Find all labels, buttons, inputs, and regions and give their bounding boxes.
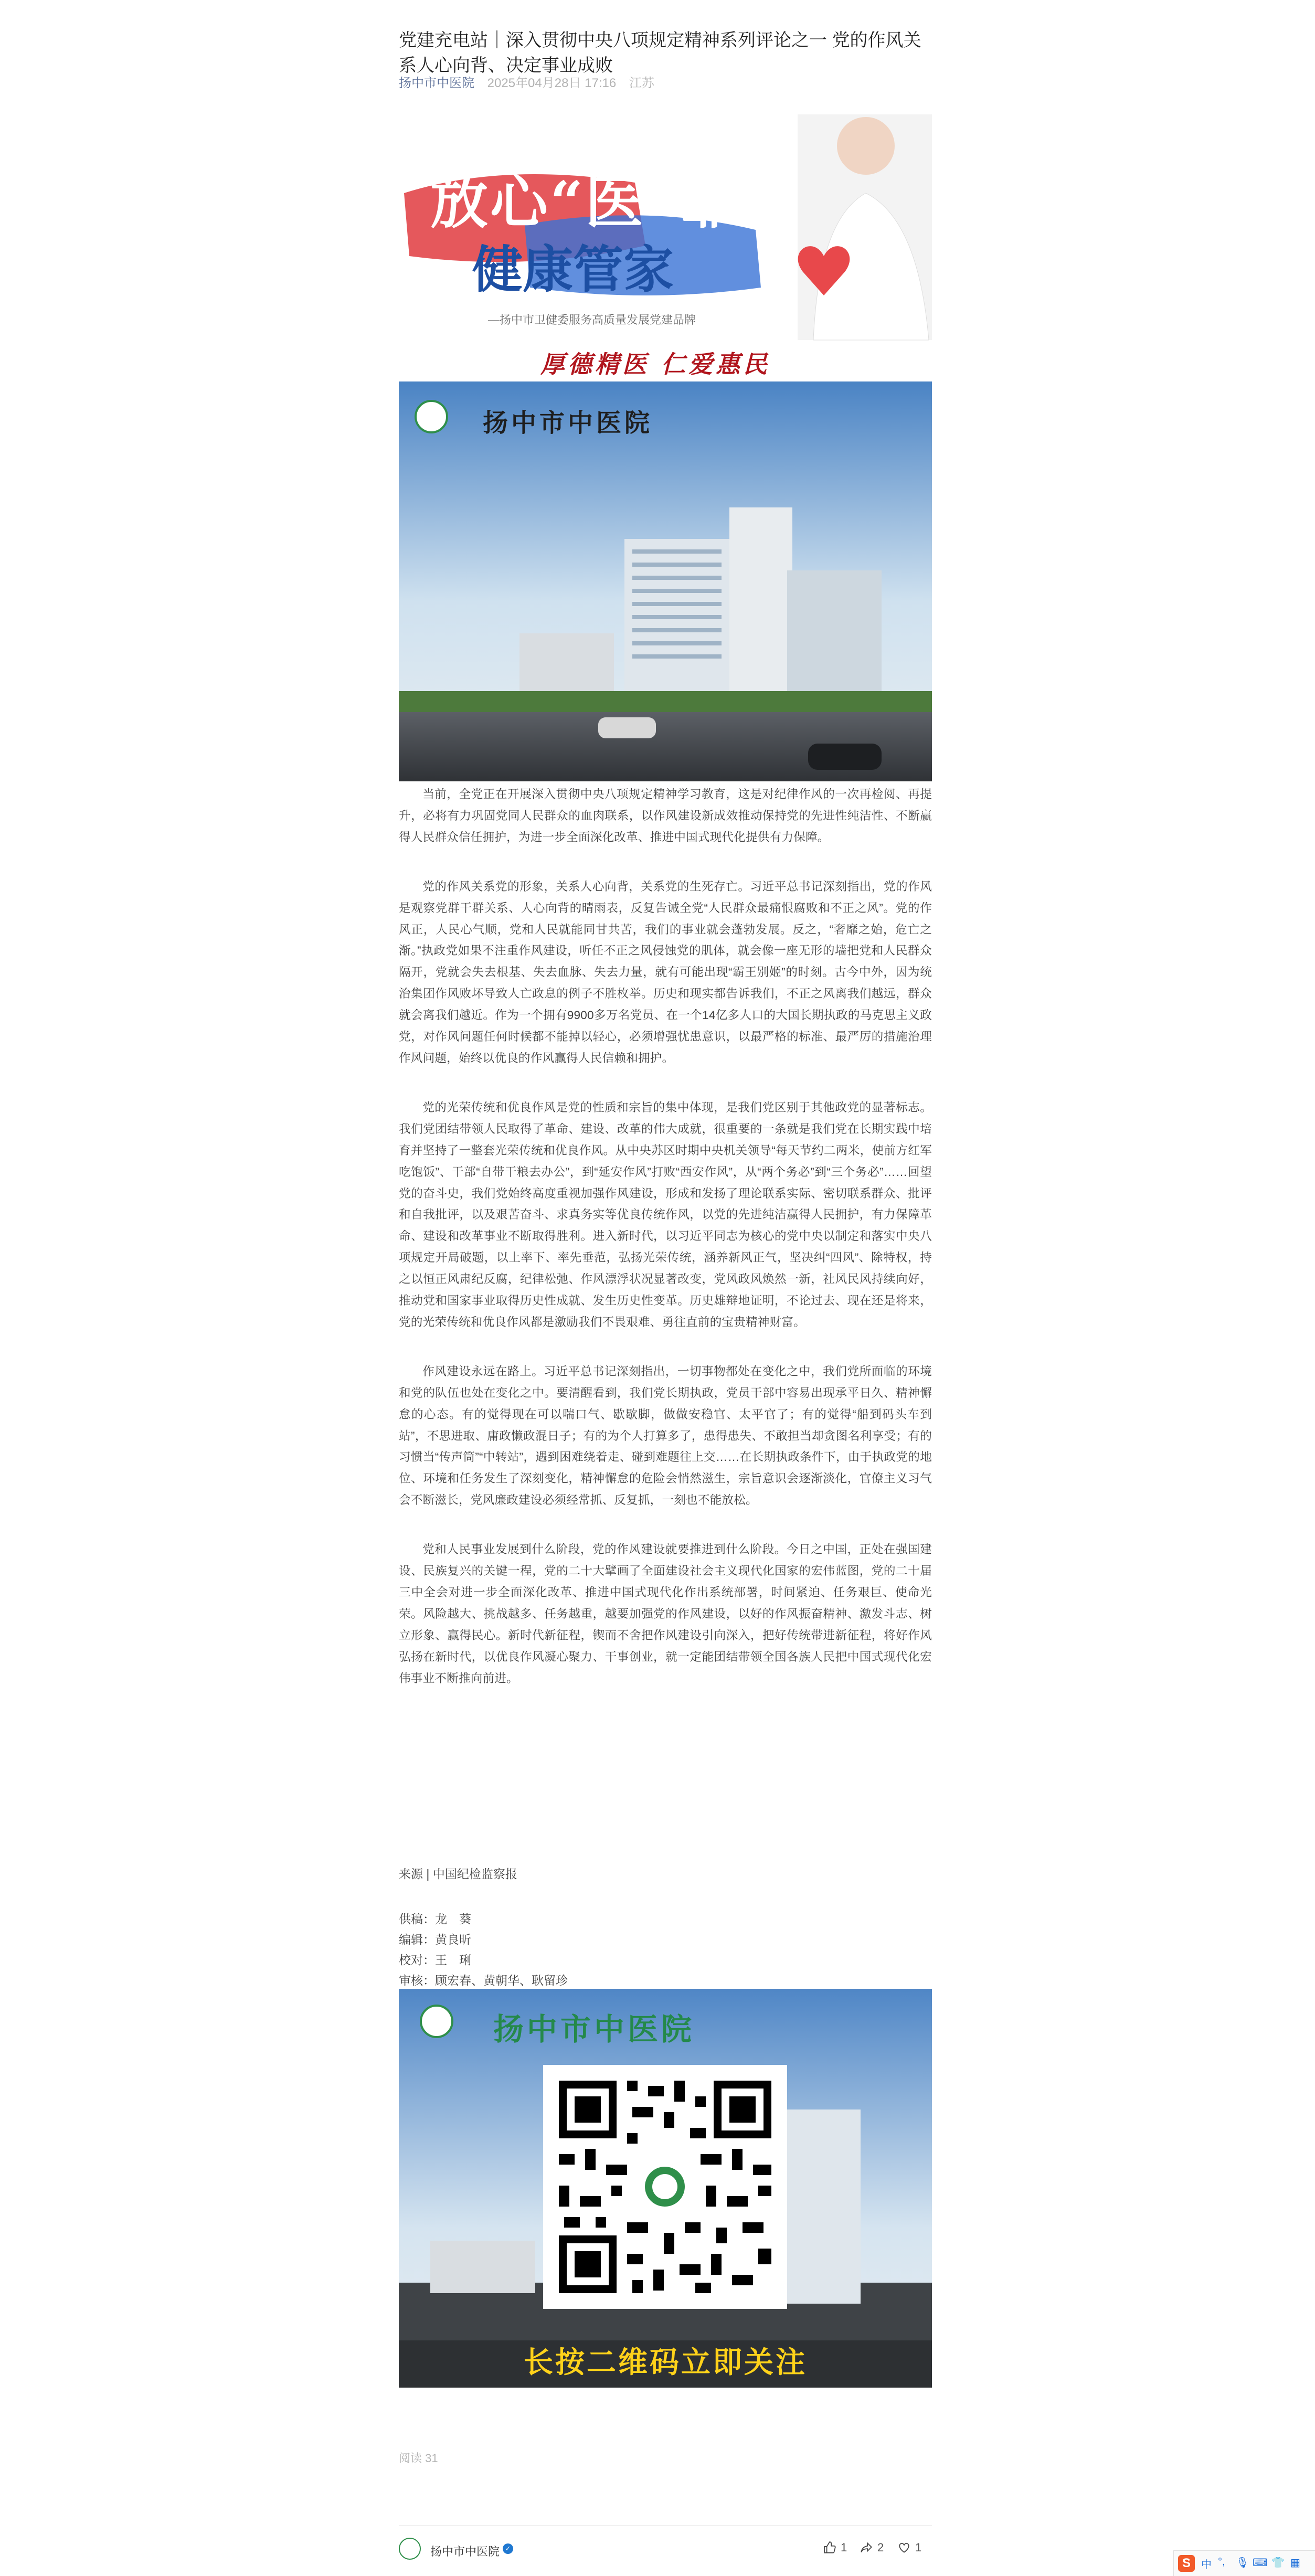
like-count: 1 xyxy=(841,2541,847,2554)
banner-line2: 健康管家 xyxy=(472,240,674,299)
paragraph: 党的作风关系党的形象，关系人心向背，关系党的生死存亡。习近平总书记深刻指出，党的作风是观察党群干群关系、人心向背的晴雨表，反复告诫全党“人民群众最痛恨腐败和不正之风”。党的作风正，人民心气顺，党和人民就能同甘共苦，我们的事业就会蓬勃发展。反之，“奢靡之始，危亡之渐。”执政党如果不注重作风建设，听任不正之风侵蚀党的肌体，就会像一座无形的墙把党和人民群众隔开，党就会失去根基、失去血脉、失去力量，就有可能出现“霸王别姬”的时刻。古今中外，因为统治集团作风败坏导致人亡政息的例子不胜枚举。历史和现实都告诉我们，不正之风离我们越远，群众就会离我们越近。作为一个拥有9900多万名党员、在一个14亿多人口的大国长期执政的马克思主义政党，对作风问题任何时候都不能掉以轻心，必须增强忧患意识，以最严格的标准、最严厉的措施治理作风问题，始终以优良的作风赢得人民信赖和拥护。 xyxy=(399,879,932,1065)
banner-motto: 厚德精医 仁爱惠民 xyxy=(540,350,771,378)
credits xyxy=(399,1909,568,1991)
article-title: 党建充电站｜深入贯彻中央八项规定精神系列评论之一 党的作风关系人心向背、决定事业成败 xyxy=(399,30,921,76)
credit-role: 审核： xyxy=(399,1974,435,1987)
banner-subtitle: —扬中市卫健委服务高质量发展党建品牌 xyxy=(488,313,696,326)
publish-time: 2025年04月28日 17:16 xyxy=(487,76,617,90)
paragraph: 当前，全党正在开展深入贯彻中央八项规定精神学习教育，这是对纪律作风的一次再检阅、再提升，必将有力巩固党同人民群众的血肉联系，以作风建设新成效推动保持党的先进性纯洁性、不断赢得人民群众信任拥护，为进一步全面深化改革、推进中国式现代化提供有力保障。 xyxy=(399,788,932,844)
credit-names: 王 琍 xyxy=(435,1953,471,1967)
skin-icon[interactable]: 👕 xyxy=(1271,2557,1285,2569)
credit-row xyxy=(399,1970,568,1991)
microphone-icon[interactable]: 🎙 xyxy=(1236,2557,1249,2569)
credit-names: 顾宏春、黄朝华、耿留珍 xyxy=(435,1974,568,1987)
heart-icon xyxy=(897,2541,911,2554)
hospital-photo xyxy=(399,381,932,781)
hospital-logo-icon xyxy=(420,2005,453,2038)
credit-role: 校对： xyxy=(399,1953,435,1967)
source-line: 来源 | 中国纪检监察报 xyxy=(399,1867,517,1881)
divider xyxy=(399,2525,932,2526)
credit-row xyxy=(399,1930,568,1950)
article-body xyxy=(399,784,932,1718)
ime-toolbar[interactable] xyxy=(1173,2550,1315,2576)
banner-image xyxy=(399,114,932,382)
credit-row xyxy=(399,1909,568,1930)
read-count: 阅读 31 xyxy=(399,2452,438,2465)
like-button[interactable] xyxy=(823,2541,847,2554)
paragraph: 作风建设永远在路上。习近平总书记深刻指出，一切事物都处在变化之中，我们党所面临的环境和党的队伍也处在变化之中。要清醒看到，我们党长期执政，党员干部中容易出现承平日久、精神懈怠的心态。有的觉得现在可以喘口气、歇歇脚，做做安稳官、太平官了；有的觉得“船到码头车到站”，不思进取、庸政懒政混日子；有的为个人打算多了，患得患失、不敢担当却贪图名利享受；有的习惯当“传声筒”“中转站”，遇到困难绕着走、碰到难题往上交……在长期执政条件下，由于执政党的地位、环境和任务发生了深刻变化，精神懈怠的危险会悄然滋生，宗旨意识会逐渐淡化，官僚主义习气会不断滋长，党风廉政建设必须经常抓、反复抓，一刻也不能放松。 xyxy=(399,1364,932,1507)
favorite-button[interactable] xyxy=(897,2541,921,2554)
thumbs-up-icon xyxy=(823,2541,836,2554)
credit-names: 龙 葵 xyxy=(435,1912,471,1926)
article-footer xyxy=(399,2538,932,2562)
ime-logo-icon[interactable]: S xyxy=(1178,2555,1195,2572)
credit-names: 黄良昕 xyxy=(435,1933,471,1946)
account-name[interactable]: 扬中市中医院 xyxy=(430,2545,500,2558)
banner-line1: 放心“医”靠 xyxy=(430,168,740,236)
grid-icon[interactable]: ▦ xyxy=(1290,2557,1300,2569)
ime-language[interactable]: 中 xyxy=(1201,2559,1212,2571)
credit-row xyxy=(399,1950,568,1970)
punctuation-icon[interactable]: °, xyxy=(1218,2556,1225,2568)
account-avatar[interactable] xyxy=(399,2538,421,2560)
share-count: 2 xyxy=(877,2541,884,2554)
paragraph: 党和人民事业发展到什么阶段，党的作风建设就要推进到什么阶段。今日之中国，正处在强国建设、民族复兴的关键一程，党的二十大擘画了全面建设社会主义现代化国家的宏伟蓝图，党的二十届三中全会对进一步全面深化改革、推进中国式现代化作出系统部署，时间紧迫、任务艰巨、使命光荣。风险越大、挑战越多、任务越重，越要加强党的作风建设，以好的作风振奋精神、激发斗志、树立形象、赢得民心。新时代新征程，锲而不舍把作风建设引向深入，把好传统带进新征程，将好作风弘扬在新时代，以优良作风凝心聚力、干事创业，就一定能团结带领全国各族人民把中国式现代化宏伟事业不断推向前进。 xyxy=(399,1543,932,1685)
publish-location: 江苏 xyxy=(629,76,654,90)
hospital-logo-icon xyxy=(415,400,448,433)
qr-caption: 长按二维码立即关注 xyxy=(524,2346,807,2379)
favorite-count: 1 xyxy=(915,2541,922,2554)
paragraph: 党的光荣传统和优良作风是党的性质和宗旨的集中体现，是我们党区别于其他政党的显著标志。我们党团结带领人民取得了革命、建设、改革的伟大成就，很重要的一条就是我们党在长期实践中培育并坚持了一整套光荣传统和优良作风。从中央苏区时期中央机关领导“每天节约二两米，使前方红军吃饱饭”、干部“自带干粮去办公”，到“延安作风”打败“西安作风”，从“两个务必”到“三个务必”……回望党的奋斗史，我们党始终高度重视加强作风建设，形成和发扬了理论联系实际、密切联系群众、批评和自我批评，以及艰苦奋斗、求真务实等优良传统作风，以党的先进纯洁赢得人民拥护，有力保障革命、建设和改革事业不断取得胜利。进入新时代，以习近平同志为核心的党中央以制定和落实中央八项规定开局破题，以上率下、率先垂范，弘扬光荣传统，涵养新风正气，坚决纠“四风”、除特权，持之以恒正风肃纪反腐，纪律松弛、作风漂浮状况显著改变，党风政风焕然一新，社风民风持续向好，推动党和国家事业取得历史性成就、发生历史性变革。历史雄辩地证明，不论过去、现在还是将来，党的光荣传统和优良作风都是激励我们不畏艰难、勇往直前的宝贵精神财富。 xyxy=(399,1100,932,1329)
hospital-photo-name: 扬中市中医院 xyxy=(483,408,653,438)
qr-poster[interactable] xyxy=(399,1989,932,2388)
share-icon xyxy=(860,2541,873,2554)
qr-poster-name: 扬中市中医院 xyxy=(493,2011,695,2047)
author-link[interactable]: 扬中市中医院 xyxy=(399,76,474,90)
share-button[interactable] xyxy=(860,2541,884,2554)
credit-role: 编辑： xyxy=(399,1933,435,1946)
credit-role: 供稿： xyxy=(399,1912,435,1926)
article-meta xyxy=(399,72,654,91)
verified-icon: ✓ xyxy=(503,2543,513,2554)
keyboard-icon[interactable]: ⌨ xyxy=(1253,2557,1268,2569)
qr-code[interactable] xyxy=(543,2065,787,2309)
